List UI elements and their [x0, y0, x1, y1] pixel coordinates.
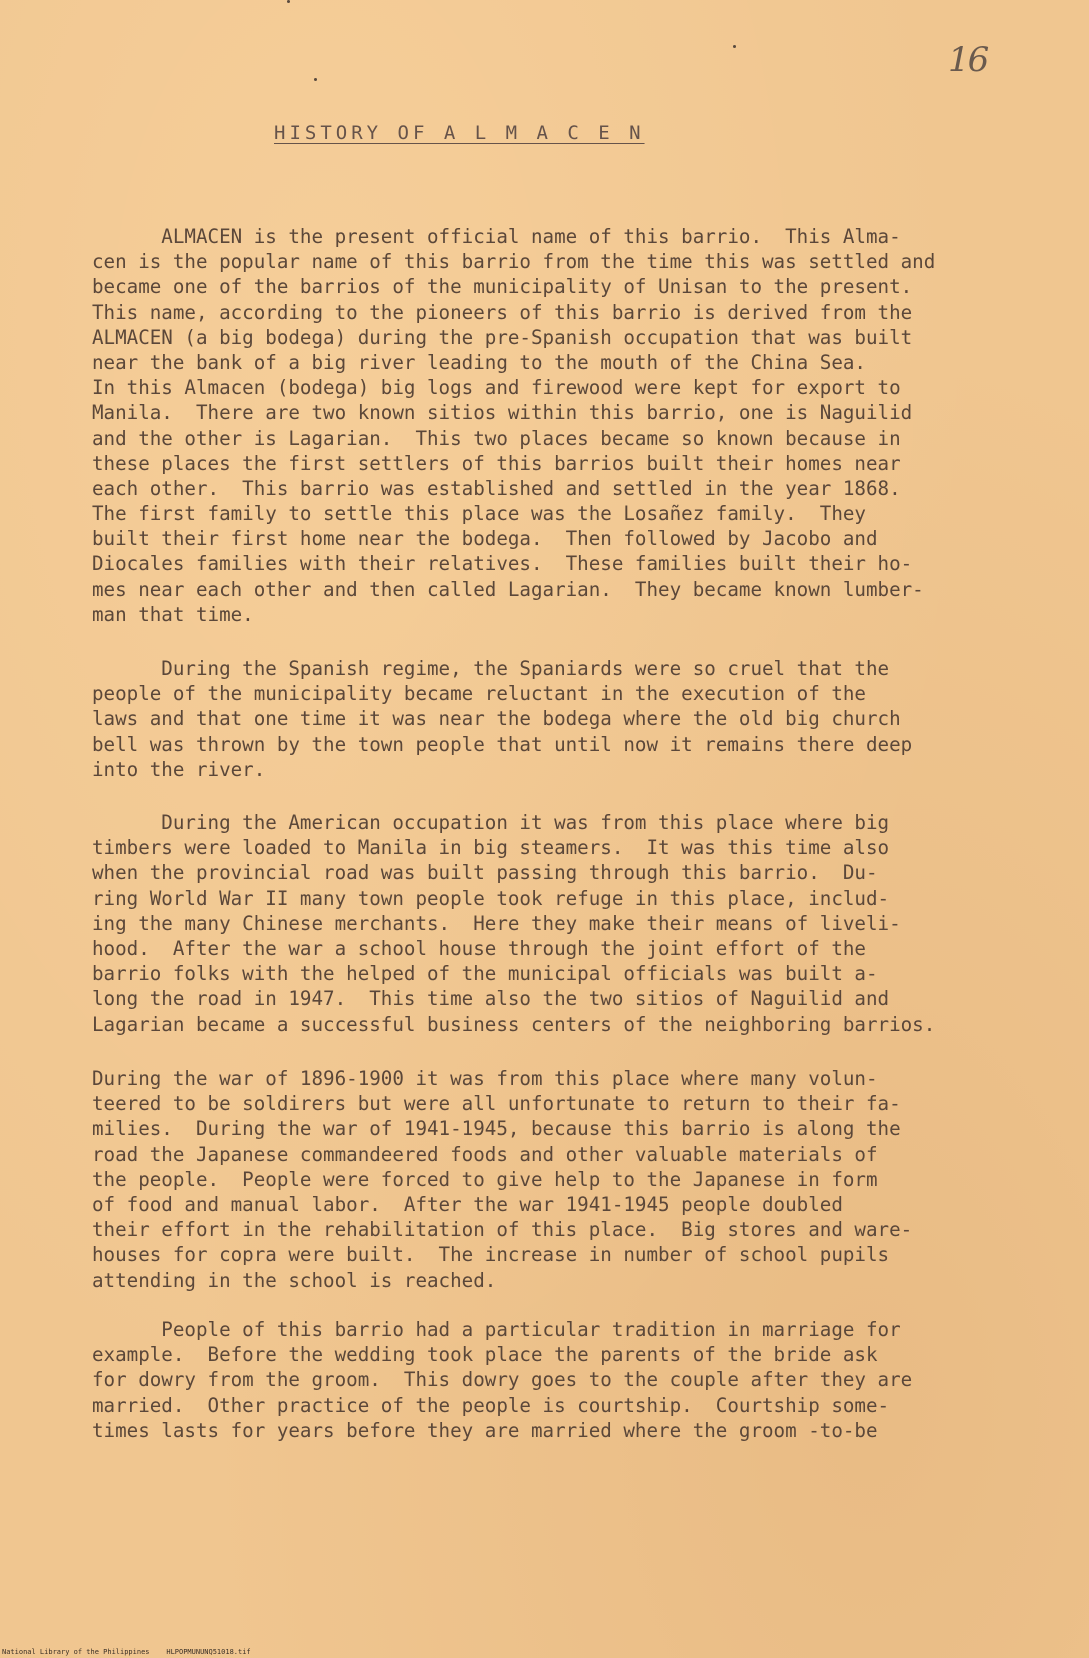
text-line: these places the first settlers of this barrios built their homes near — [92, 451, 901, 475]
text-line: milies. During the war of 1941-1945, because this barrio is along the — [92, 1117, 901, 1141]
archive-footer: National Library of the Philippines HLPOPMUNUNQ51018.tif — [2, 1648, 251, 1656]
ink-speck — [314, 78, 317, 81]
text-line: long the road in 1947. This time also the two sitios of Naguilid and — [92, 987, 890, 1011]
document-title: HISTORY OF A L M A C E N — [274, 122, 645, 144]
text-line: their effort in the rehabilitation of this place. Big stores and ware- — [92, 1218, 913, 1242]
text-line: near the bank of a big river leading to the mouth of the China Sea. — [92, 350, 866, 374]
text-line: mes near each other and then called Lagarian. They became known lumber- — [92, 577, 924, 601]
text-line: barrio folks with the helped of the municipal officials was built a- — [92, 962, 878, 986]
text-line: man that time. — [92, 602, 254, 626]
paragraph-american-occupation — [92, 810, 1032, 1037]
text-line: married. Other practice of the people is courtship. Courtship some- — [92, 1393, 890, 1417]
text-line: ALMACEN is the present official name of this barrio. This Alma- — [92, 225, 901, 248]
text-line: into the river. — [92, 757, 266, 781]
text-line: In this Almacen (bodega) big logs and firewood were kept for export to — [92, 376, 901, 400]
text-line: During the Spanish regime, the Spaniards were so cruel that the — [92, 657, 890, 680]
text-line: example. Before the wedding took place the parents of the bride ask — [92, 1343, 878, 1367]
text-line: This name, according to the pioneers of this barrio is derived from the — [92, 300, 913, 324]
text-line: ALMACEN (a big bodega) during the pre-Spanish occupation that was built — [92, 325, 913, 349]
text-line: Manila. There are two known sitios within this barrio, one is Naguilid — [92, 401, 913, 425]
text-line: Diocales families with their relatives. These families built their ho- — [92, 552, 913, 576]
text-line: when the provincial road was built passing through this barrio. Du- — [92, 861, 878, 885]
text-line: for dowry from the groom. This dowry goes to the couple after they are — [92, 1368, 913, 1392]
text-line: and the other is Lagarian. This two places became so known because in — [92, 426, 901, 450]
ink-speck — [287, 0, 290, 3]
text-line: Lagarian became a successful business centers of the neighboring barrios. — [92, 1012, 936, 1036]
text-line: built their first home near the bodega. Then followed by Jacobo and — [92, 527, 878, 551]
text-line: became one of the barrios of the municipality of Unisan to the present. — [92, 275, 913, 299]
text-line: People of this barrio had a particular tradition in marriage for — [92, 1318, 901, 1341]
text-line: houses for copra were built. The increase in number of school pupils — [92, 1243, 890, 1267]
text-line: timbers were loaded to Manila in big steamers. It was this time also — [92, 836, 890, 860]
text-line: During the war of 1896-1900 it was from this place where many volun- — [92, 1067, 878, 1090]
paragraph-origin — [92, 224, 1032, 627]
text-line: each other. This barrio was established and settled in the year 1868. — [92, 476, 901, 500]
text-line: attending in the school is reached. — [92, 1268, 497, 1292]
paragraph-traditions — [92, 1317, 1032, 1443]
text-line: ring World War II many town people took refuge in this place, includ- — [92, 886, 890, 910]
text-line: The first family to settle this place was the Losañez family. They — [92, 502, 866, 526]
paragraph-spanish-regime — [92, 656, 1032, 782]
page-number: 16 — [948, 40, 988, 80]
text-line: the people. People were forced to give help to the Japanese in form — [92, 1167, 878, 1191]
text-line: road the Japanese commandeered foods and other valuable materials of — [92, 1142, 878, 1166]
text-line: ing the many Chinese merchants. Here they make their means of liveli- — [92, 911, 901, 935]
text-line: times lasts for years before they are married where the groom -to-be — [92, 1418, 878, 1442]
text-line: laws and that one time it was near the bodega where the old big church — [92, 707, 901, 731]
text-line: During the American occupation it was from this place where big — [92, 811, 890, 834]
text-line: bell was thrown by the town people that until now it remains there deep — [92, 732, 913, 756]
paragraph-wars — [92, 1066, 1032, 1293]
text-line: cen is the popular name of this barrio from the time this was settled and — [92, 250, 936, 274]
ink-speck — [733, 45, 736, 48]
text-line: people of the municipality became reluctant in the execution of the — [92, 682, 866, 706]
text-line: of food and manual labor. After the war 1941-1945 people doubled — [92, 1192, 843, 1216]
text-line: hood. After the war a school house through the joint effort of the — [92, 936, 866, 960]
text-line: teered to be soldirers but were all unfortunate to return to their fa- — [92, 1092, 901, 1116]
